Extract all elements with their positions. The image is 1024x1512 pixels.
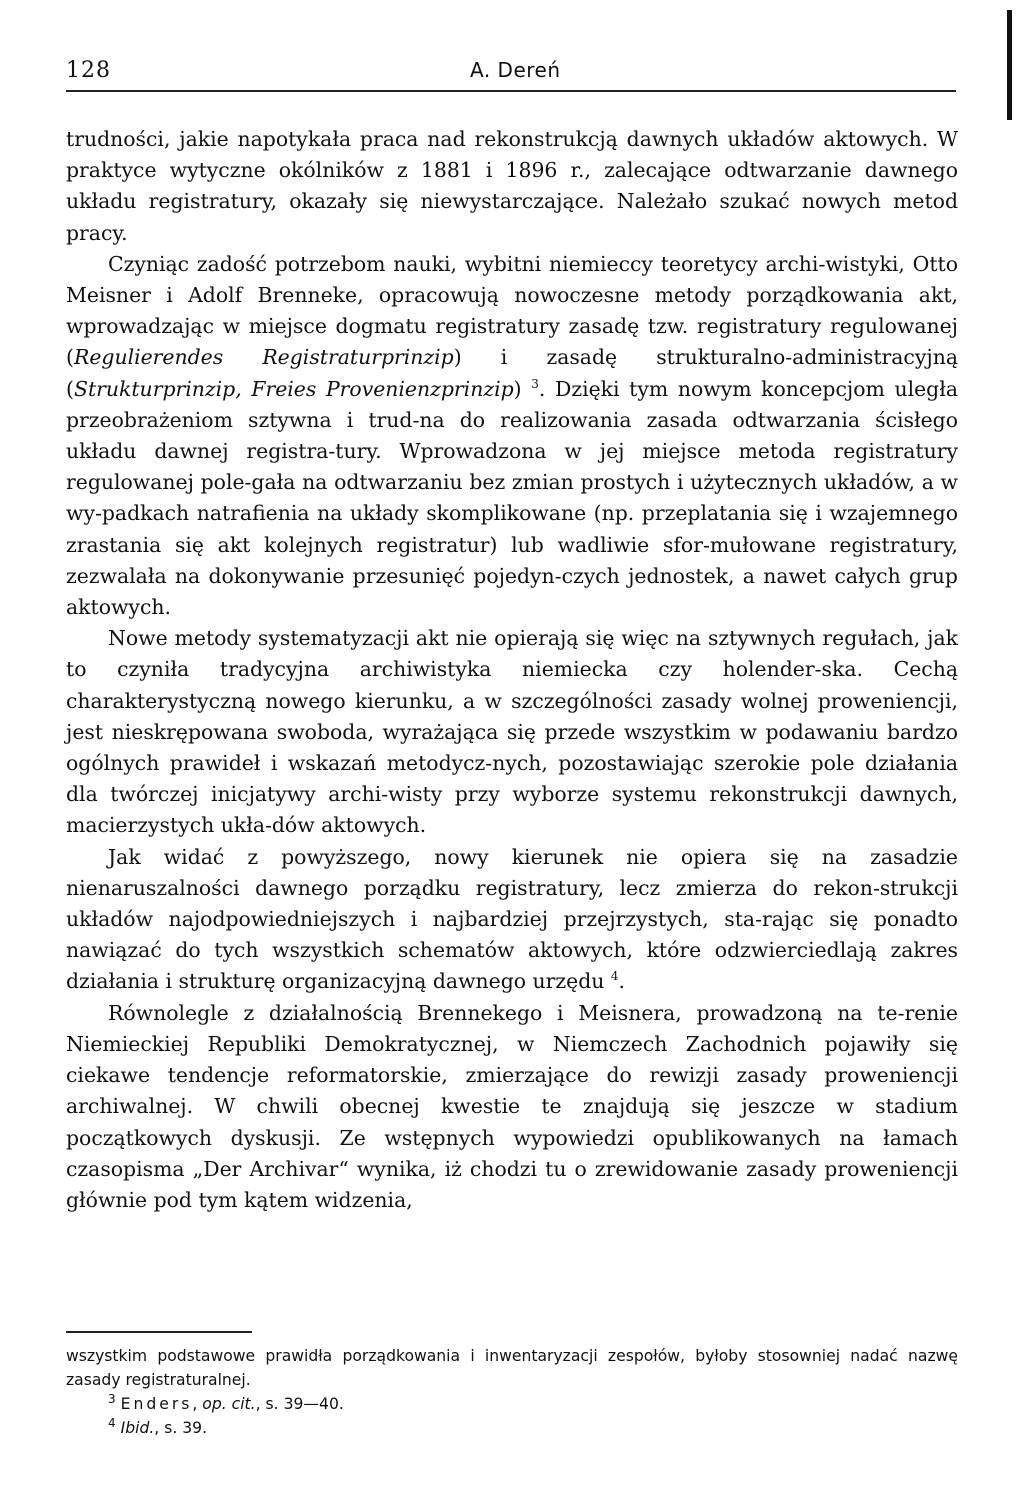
paragraph-2-italic-term-1: Regulierendes Registraturprinzip (73, 345, 454, 370)
footnote-continuation: wszystkim podstawowe prawidła porządkowania i inwentaryzacji zespołów, byłoby stosowniej nadać nazwę zasady registraturalnej. (66, 1347, 958, 1389)
running-head-author: A. Dereń (470, 58, 561, 82)
footnote-4 (66, 1416, 958, 1440)
footnote-3-mark: 3 (108, 1391, 116, 1406)
paragraph-4-text-b: . (618, 969, 626, 994)
footnote-3-author: Enders (120, 1395, 193, 1413)
paragraph-2-italic-term-2: Strukturprinzip, Freies Provenienzprinzip (73, 376, 514, 401)
paragraph-5: Równolegle z działalnością Brennekego i Meisnera, prowadzoną na te-renie Niemieckiej Republiki Demokratycznej, w Niemczech Zachodnich pojawiły się ciekawe tendencje reformatorskie, zmierzające do rewizji zasady proweniencji archiwalnej. W chwili obecnej kwestie te znajdują się jeszcze w stadium początkowych dyskusji. Ze wstępnych wypowiedzi opublikowanych na łamach czasopisma „Der Archivar“ wynika, iż chodzi tu o zrewidowanie zasady proweniencji głównie pod tym kątem widzenia, (66, 1000, 958, 1212)
paragraph-4-text-a: Jak widać z powyższego, nowy kierunek nie opiera się na zasadzie nienaruszalności dawnego porządku registratury, lecz zmierza do rekon-strukcji układów najodpowiedniejszych i najbardziej przejrzystych, sta-rając się ponadto nawiązać do tych wszystkich schematów aktowych, które odzwierciedlają zakres działania i strukturę organizacyjną dawnego urzędu (66, 844, 958, 994)
paragraph-2-text-e: ) (513, 376, 532, 401)
paragraph-2-text-c: ) i zasadę strukturalno-administracyjną ( (66, 345, 958, 401)
footnote-ref-4: 4 (610, 969, 619, 984)
footnote-ref-3: 3 (531, 376, 539, 391)
footnotes (66, 1344, 958, 1440)
footnote-4-ibid: Ibid. (120, 1419, 155, 1437)
paragraph-2 (66, 249, 958, 623)
paragraph-4 (66, 842, 958, 998)
footnote-separator (66, 1331, 252, 1333)
footnote-3-text-a: , (192, 1395, 203, 1413)
paragraph-2-text-a: Czyniąc zadość potrzebom nauki, wybitni niemieccy teoretycy archi-wistyki, Otto Meisner i Adolf Brenneke, opracowują nowoczesne metody porządkowania akt, wprowadzając w miejsce dogmatu registratury zasadę tzw. registratury regulowanej ( (66, 251, 958, 370)
paragraph-1: trudności, jakie napotykała praca nad rekonstrukcją dawnych układów aktowych. W praktyce wytyczne okólników z 1881 i 1896 r., zalecające odtwarzanie dawnego układu registratury, okazały się niewystarczające. Należało szukać nowych metod pracy. (66, 127, 958, 245)
footnote-3-op-cit: op. cit. (202, 1395, 256, 1413)
page-number: 128 (66, 58, 111, 83)
footnote-4-mark: 4 (108, 1415, 116, 1430)
paragraph-3: Nowe metody systematyzacji akt nie opierają się więc na sztywnych regułach, jak to czyniła tradycyjna archiwistyka niemiecka czy holender-ska. Cechą charakterystyczną nowego kierunku, a w szczególności zasady wolnej proweniencji, jest nieskrępowana swoboda, wyrażająca się przede wszystkim w podawaniu bardzo ogólnych prawideł i wskazań metodycz-nych, pozostawiając szerokie pole działania dla twórczej inicjatywy archi-wisty przy wyborze systemu rekonstrukcji dawnych, macierzystych ukła-dów aktowych. (66, 626, 958, 838)
running-head (66, 58, 956, 92)
main-text (66, 124, 958, 1216)
footnote-3 (66, 1392, 958, 1416)
page-edge-mark (1007, 10, 1012, 120)
paragraph-2-text-f: . Dzięki tym nowym koncepcjom uległa przeobrażeniom sztywna i trud-na do realizowania zasada odtwarzania ścisłego układu dawnej registra-tury. Wprowadzona w jej miejsce metoda registratury regulowanej pole-gała na odtwarzaniu bez zmian prostych i użytecznych układów, a w wy-padkach natrafienia na układy skomplikowane (np. przeplatania się i wzajemnego zrastania się akt kolejnych registratur) lub wadliwie sfor-mułowane registratury, zezwalała na dokonywanie przesunięć pojedyn-czych jednostek, a nawet całych grup aktowych. (66, 376, 958, 620)
footnote-3-text-c: , s. 39—40. (255, 1395, 344, 1413)
footnote-4-text: , s. 39. (154, 1419, 208, 1437)
